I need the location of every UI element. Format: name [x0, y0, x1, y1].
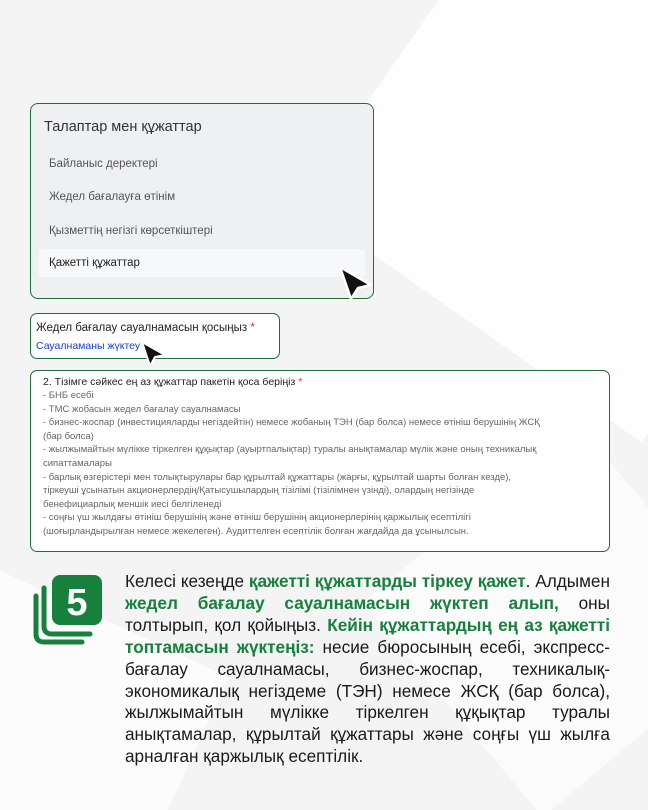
documents-heading: 2. Тізімге сәйкес ең аз құжаттар пакетін қоса беріңіз *: [43, 376, 303, 388]
required-mark: *: [298, 376, 303, 388]
menu-item-key-indicators[interactable]: Қызметтің негізгі көрсеткіштері: [49, 225, 213, 237]
document-line: - жылжымайтын мүлікке тіркелген құқықтар (ауыртпалықтар) туралы анықтамалар мүлік және оның техникалық: [43, 444, 537, 456]
mouse-pointer-icon: [140, 340, 168, 368]
requirements-menu: [30, 103, 374, 299]
download-questionnaire-link[interactable]: Сауалнаманы жүктеу: [36, 340, 141, 352]
step-number: 5: [66, 582, 88, 624]
highlight-segment: қажетті құжаттарды тіркеу қажет: [248, 571, 526, 591]
step-five-icon: [30, 572, 106, 648]
document-line: (бар болса): [43, 430, 94, 442]
menu-item-required-documents[interactable]: [39, 249, 365, 277]
document-line: тіркеуші ұсынатын акционерлердің/Қатысушылардың тізілімі (тізілімнен үзінді), олардың негізінде: [43, 485, 475, 497]
highlight-segment: Кейін құжаттардың ең аз қажетті топтамасын жүктеңіз:: [125, 614, 610, 657]
document-line: сипаттамалары: [43, 457, 112, 469]
upload-label: Жедел бағалау сауалнамасын қосыңыз *: [36, 322, 255, 334]
document-line: - барлық өзгерістері мен толықтырулары бар құрылтай құжаттары (жарғы, құрылтай шарты болған кезде),: [43, 471, 512, 483]
document-line: - соңғы үш жылдағы өтініш берушінің және өтініш берушінің акционерлерінің қаржылық есептілігі: [43, 512, 471, 524]
menu-title: Талаптар мен құжаттар: [44, 119, 202, 135]
text-segment: Келесі кезеңде: [125, 571, 249, 591]
step-description: [125, 571, 610, 768]
document-line: - БНБ есебі: [43, 390, 94, 401]
text-segment: . Алдымен: [525, 571, 610, 591]
document-line: - ТМС жобасын жедел бағалау сауалнамасы: [43, 403, 241, 415]
highlight-segment: жедел бағалау сауалнамасын жүктеп алып,: [125, 592, 559, 613]
document-line: бенефициарлық меншік иесі белгіленеді: [43, 498, 222, 510]
menu-item-label: Қажетті құжаттар: [49, 257, 140, 269]
required-documents-list: [30, 370, 610, 552]
text-segment: оны толтырып, қол қойыңыз.: [125, 592, 610, 635]
menu-item-contacts[interactable]: Байланыс деректері: [49, 158, 158, 170]
required-mark: *: [250, 322, 255, 334]
mouse-pointer-icon: [337, 264, 375, 302]
text-segment: несие бюросының есебі, экспресс-бағалау сауалнамасы, бизнес-жоспар, техникалық-экономикалық негіздеме (ТЭН) немесе ЖСҚ (бар болса), жылжымайтын мүлікке тіркелген құқықтар туралы анықтамалар, құрылтай құжаттары және соңғы үш жылға арналған қаржылық есептілік.: [125, 636, 611, 767]
menu-item-quick-assessment[interactable]: Жедел бағалауға өтінім: [49, 191, 176, 203]
document-line: (шоғырландырылған немесе жекелеген). Аудиттелген есептілік болған жағдайда да ұсынылсын.: [43, 525, 469, 537]
document-line: - бизнес-жоспар (инвестицияларды негіздейтін) немесе жобаның ТЭН (бар болса) немесе өтініш берушінің ЖСҚ: [43, 417, 540, 429]
